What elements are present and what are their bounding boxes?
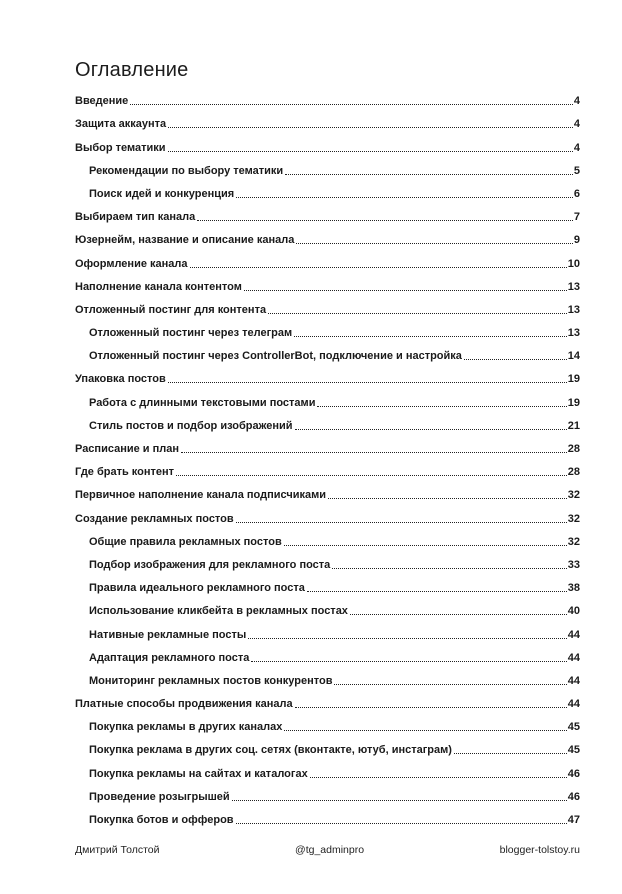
toc-dot-leader: [284, 545, 567, 546]
toc-page-number: 13: [567, 280, 580, 293]
toc-entry-label: Работа с длинными текстовыми постами: [89, 396, 316, 409]
toc-page-number: 33: [567, 558, 580, 571]
toc-dot-leader: [295, 707, 567, 708]
toc-dot-leader: [284, 730, 566, 731]
toc-entry[interactable]: [75, 807, 580, 830]
toc-entry-label: Правила идеального рекламного поста: [89, 582, 305, 595]
toc-entry[interactable]: [75, 737, 580, 760]
toc-page-number: 4: [573, 118, 580, 131]
toc-entry[interactable]: [75, 668, 580, 691]
toc-entry[interactable]: [75, 645, 580, 668]
toc-dot-leader: [296, 243, 573, 244]
toc-entry-label: Где брать контент: [75, 466, 175, 479]
toc-page-number: 7: [573, 211, 580, 224]
toc-entry[interactable]: [75, 621, 580, 644]
toc-page-number: 28: [567, 443, 580, 455]
toc-entry[interactable]: [75, 274, 580, 297]
toc-entry[interactable]: [75, 297, 580, 320]
toc-dot-leader: [454, 753, 567, 754]
toc-page-number: 47: [567, 814, 580, 826]
toc-entry[interactable]: [75, 227, 580, 250]
toc-entry[interactable]: [75, 181, 580, 204]
toc-entry-label: Платные способы продвижения канала: [75, 698, 293, 711]
toc-entry[interactable]: [75, 389, 580, 412]
toc-page-number: 32: [567, 489, 580, 502]
toc-page-number: 5: [573, 164, 580, 177]
toc-dot-leader: [197, 220, 573, 221]
toc-dot-leader: [248, 638, 567, 639]
toc-entry[interactable]: [75, 343, 580, 366]
toc-dot-leader: [464, 359, 567, 360]
toc-dot-leader: [168, 382, 567, 383]
toc-page-number: 44: [567, 628, 580, 641]
toc-page-number: 45: [567, 744, 580, 757]
toc-entry[interactable]: [75, 413, 580, 436]
toc-page-number: 14: [567, 350, 580, 363]
toc-entry[interactable]: [75, 505, 580, 528]
toc-entry[interactable]: [75, 250, 580, 273]
toc-page-number: 21: [567, 419, 580, 432]
toc-page-number: 46: [567, 767, 580, 780]
toc-page-number: 19: [567, 396, 580, 409]
toc-entry-label: Первичное наполнение канала подписчиками: [75, 489, 327, 502]
toc-dot-leader: [295, 429, 567, 430]
toc-entry[interactable]: [75, 482, 580, 505]
toc-entry-label: Отложенный постинг через телеграм: [89, 327, 293, 340]
toc-entry-label: Рекомендации по выбору тематики: [89, 164, 284, 177]
toc-dot-leader: [317, 406, 566, 407]
toc-entry[interactable]: [75, 760, 580, 783]
toc-dot-leader: [168, 127, 573, 128]
toc-section: [75, 58, 580, 830]
toc-dot-leader: [307, 591, 567, 592]
toc-dot-leader: [328, 498, 567, 499]
toc-list: [75, 88, 580, 830]
toc-entry-label: Расписание и план: [75, 443, 179, 455]
toc-page-number: 32: [567, 535, 580, 548]
toc-entry[interactable]: [75, 691, 580, 714]
toc-page-number: 4: [573, 95, 580, 108]
toc-page-number: 28: [567, 466, 580, 479]
toc-dot-leader: [236, 197, 573, 198]
toc-entry[interactable]: [75, 436, 580, 459]
toc-dot-leader: [285, 174, 573, 175]
toc-entry-label: Выбор тематики: [75, 141, 166, 154]
toc-title: Оглавление: [75, 59, 189, 81]
toc-entry-label: Покупка ботов и офферов: [89, 814, 234, 826]
toc-entry-label: Покупка реклама в других соц. сетях (вконтакте, ютуб, инстаграм): [89, 744, 452, 757]
page-footer: [75, 844, 580, 857]
toc-page-number: 45: [567, 721, 580, 734]
toc-page-number: 10: [567, 257, 580, 270]
toc-entry-label: Проведение розыгрышей: [89, 790, 230, 803]
toc-entry-label: Стиль постов и подбор изображений: [89, 419, 293, 432]
toc-page-number: 46: [567, 790, 580, 803]
toc-dot-leader: [244, 290, 567, 291]
toc-entry[interactable]: [75, 204, 580, 227]
toc-entry-label: Создание рекламных постов: [75, 512, 234, 525]
toc-dot-leader: [232, 800, 567, 801]
toc-dot-leader: [176, 475, 567, 476]
toc-entry-label: Упаковка постов: [75, 373, 166, 386]
toc-page-number: 44: [567, 674, 580, 687]
toc-page-number: 13: [567, 303, 580, 316]
toc-entry-label: Использование кликбейта в рекламных постах: [89, 605, 348, 618]
toc-entry[interactable]: [75, 459, 580, 482]
toc-entry-label: Адаптация рекламного поста: [89, 651, 250, 664]
toc-page-number: 38: [567, 582, 580, 595]
toc-dot-leader: [181, 452, 567, 453]
toc-entry-label: Наполнение канала контентом: [75, 280, 242, 293]
toc-entry-label: Отложенный постинг для контента: [75, 303, 267, 316]
toc-entry-label: Поиск идей и конкуренция: [89, 187, 235, 200]
toc-dot-leader: [310, 777, 567, 778]
toc-entry[interactable]: [75, 552, 580, 575]
toc-dot-leader: [350, 614, 567, 615]
toc-entry[interactable]: [75, 529, 580, 552]
toc-entry[interactable]: [75, 111, 580, 134]
toc-dot-leader: [268, 313, 567, 314]
footer-author: Дмитрий Толстой: [75, 844, 160, 856]
toc-entry-label: Покупка рекламы на сайтах и каталогах: [89, 767, 308, 780]
toc-dot-leader: [332, 568, 566, 569]
toc-entry[interactable]: [75, 598, 580, 621]
toc-entry-label: Общие правила рекламных постов: [89, 535, 282, 548]
toc-entry[interactable]: [75, 575, 580, 598]
toc-dot-leader: [236, 522, 567, 523]
toc-page-number: 13: [567, 327, 580, 340]
toc-entry-label: Мониторинг рекламных постов конкурентов: [89, 674, 333, 687]
toc-entry[interactable]: [75, 134, 580, 157]
toc-page-number: 6: [573, 187, 580, 200]
footer-website: blogger-tolstoy.ru: [499, 844, 580, 856]
toc-entry-label: Подбор изображения для рекламного поста: [89, 558, 331, 571]
toc-entry[interactable]: [75, 88, 580, 111]
toc-page-number: 9: [573, 234, 580, 247]
toc-entry-label: Выбираем тип канала: [75, 211, 196, 224]
toc-page-number: 44: [567, 651, 580, 664]
toc-dot-leader: [334, 684, 566, 685]
toc-entry-label: Отложенный постинг через ControllerBot, подключение и настройка: [89, 350, 462, 363]
toc-entry[interactable]: [75, 366, 580, 389]
toc-entry[interactable]: [75, 784, 580, 807]
toc-dot-leader: [236, 823, 567, 824]
toc-entry[interactable]: [75, 714, 580, 737]
toc-entry-label: Покупка рекламы в других каналах: [89, 721, 283, 734]
toc-entry-label: Защита аккаунта: [75, 118, 167, 131]
toc-page-number: 32: [567, 512, 580, 525]
toc-dot-leader: [130, 104, 573, 105]
toc-dot-leader: [190, 267, 567, 268]
toc-page-number: 19: [567, 373, 580, 386]
toc-entry-label: Введение: [75, 95, 129, 108]
toc-dot-leader: [168, 151, 573, 152]
footer-telegram: @tg_adminpro: [295, 844, 365, 856]
toc-page-number: 44: [567, 698, 580, 711]
toc-entry-label: Нативные рекламные посты: [89, 628, 247, 641]
toc-entry-label: Оформление канала: [75, 257, 188, 270]
toc-dot-leader: [251, 661, 566, 662]
toc-page-number: 40: [567, 605, 580, 618]
toc-entry[interactable]: [75, 158, 580, 181]
toc-entry[interactable]: [75, 320, 580, 343]
toc-page-number: 4: [573, 141, 580, 154]
toc-entry-label: Юзернейм, название и описание канала: [75, 234, 295, 247]
toc-dot-leader: [294, 336, 567, 337]
